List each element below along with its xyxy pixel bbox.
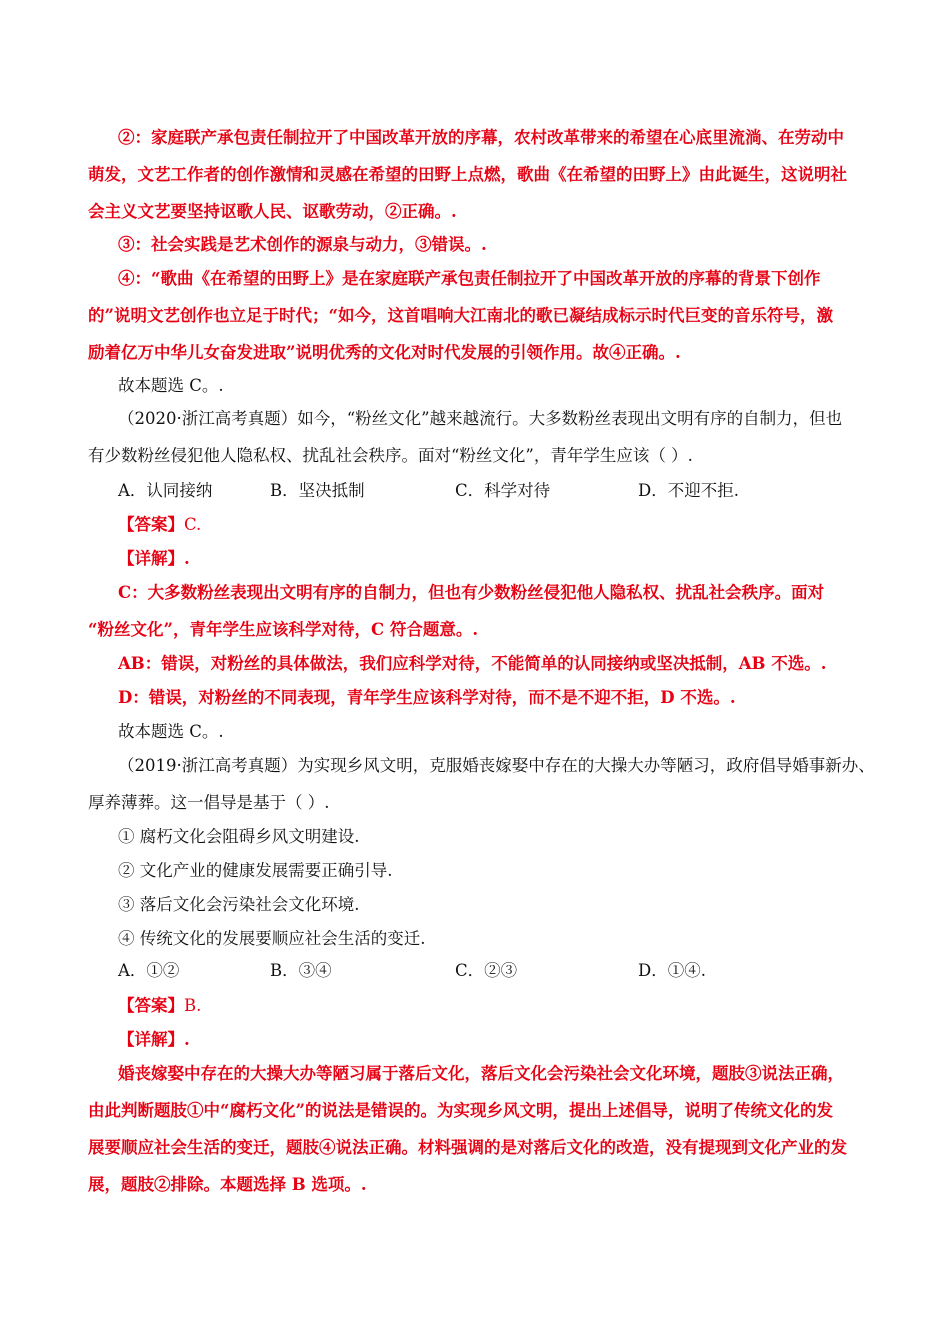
option-d: D．①④. [638, 961, 706, 980]
option-a: A．①② [118, 961, 180, 980]
answer-line [118, 994, 201, 1018]
explanation-line: D：错误，对粉丝的不同表现，青年学生应该科学对待，而不是不迎不拒，D 不选。. [118, 688, 736, 707]
option-a: A．认同接纳 [118, 481, 213, 500]
question-stem-line: （2020·浙江高考真题）如今，“粉丝文化”越来越流行。大多数粉丝表现出文明有序的自制力，但也 [118, 409, 843, 428]
explanation-line: ④：“歌曲《在希望的田野上》是在家庭联产承包责任制拉开了中国改革开放的序幕的背景下创作 [118, 269, 821, 288]
option-c: C．科学对待 [455, 481, 551, 500]
question-stem-line: 有少数粉丝侵犯他人隐私权、扰乱社会秩序。面对“粉丝文化”，青年学生应该（ ）. [88, 446, 693, 465]
explanation-line: 励着亿万中华儿女奋发进取”说明优秀的文化对时代发展的引领作用。故④正确。. [88, 343, 681, 362]
explanation-line: 婚丧嫁娶中存在的大操大办等陋习属于落后文化，落后文化会污染社会文化环境，题肢③说法正确， [118, 1064, 844, 1083]
explanation-line: ③：社会实践是艺术创作的源泉与动力，③错误。. [118, 235, 487, 254]
conclusion-line: 故本题选 C。. [118, 722, 224, 741]
question-stem-line: （2019·浙江高考真题）为实现乡风文明，克服婚丧嫁娶中存在的大操大办等陋习，政府倡导婚事新办、 [118, 756, 875, 775]
question-stem-line: 厚养薄葬。这一倡导是基于（ ）. [88, 793, 330, 812]
answer-value: C. [184, 515, 202, 534]
answer-line [118, 513, 201, 537]
answer-value: B. [184, 996, 202, 1015]
statement-4: ④ 传统文化的发展要顺应社会生活的变迁. [118, 929, 426, 948]
explanation-line: “粉丝文化”，青年学生应该科学对待，C 符合题意。. [88, 620, 479, 639]
answer-label: 【答案】 [118, 996, 184, 1015]
answer-label: 【答案】 [118, 515, 184, 534]
statement-2: ② 文化产业的健康发展需要正确引导. [118, 861, 393, 880]
option-b: B．③④ [270, 961, 332, 980]
detail-label: 【详解】. [118, 549, 190, 568]
conclusion-line: 故本题选 C。. [118, 376, 224, 395]
option-d: D．不迎不拒. [638, 481, 739, 500]
statement-1: ① 腐朽文化会阻碍乡风文明建设. [118, 827, 360, 846]
explanation-line: 展，题肢②排除。本题选择 B 选项。. [88, 1175, 367, 1194]
explanation-line: 萌发，文艺工作者的创作激情和灵感在希望的田野上点燃，歌曲《在希望的田野上》由此诞生，这说明社 [88, 165, 847, 184]
explanation-line: 会主义文艺要坚持讴歌人民、讴歌劳动，②正确。. [88, 202, 457, 221]
explanation-line: AB：错误，对粉丝的具体做法，我们应科学对待，不能简单的认同接纳或坚决抵制，AB 不选。. [118, 654, 827, 673]
explanation-line: ②：家庭联产承包责任制拉开了中国改革开放的序幕，农村改革带来的希望在心底里流淌、在劳动中 [118, 128, 844, 147]
explanation-line: 由此判断题肢①中“腐朽文化”的说法是错误的。为实现乡风文明，提出上述倡导，说明了传统文化的发 [88, 1101, 833, 1120]
detail-label: 【详解】. [118, 1030, 190, 1049]
option-c: C．②③ [455, 961, 518, 980]
explanation-line: 的”说明文艺创作也立足于时代；“如今，这首唱响大江南北的歌已凝结成标示时代巨变的音乐符号，激 [88, 306, 833, 325]
explanation-line: 展要顺应社会生活的变迁，题肢④说法正确。材料强调的是对落后文化的改造，没有提现到文化产业的发 [88, 1138, 847, 1157]
statement-3: ③ 落后文化会污染社会文化环境. [118, 895, 360, 914]
explanation-line: C：大多数粉丝表现出文明有序的自制力，但也有少数粉丝侵犯他人隐私权、扰乱社会秩序。面对 [118, 583, 825, 602]
option-b: B．坚决抵制 [270, 481, 365, 500]
